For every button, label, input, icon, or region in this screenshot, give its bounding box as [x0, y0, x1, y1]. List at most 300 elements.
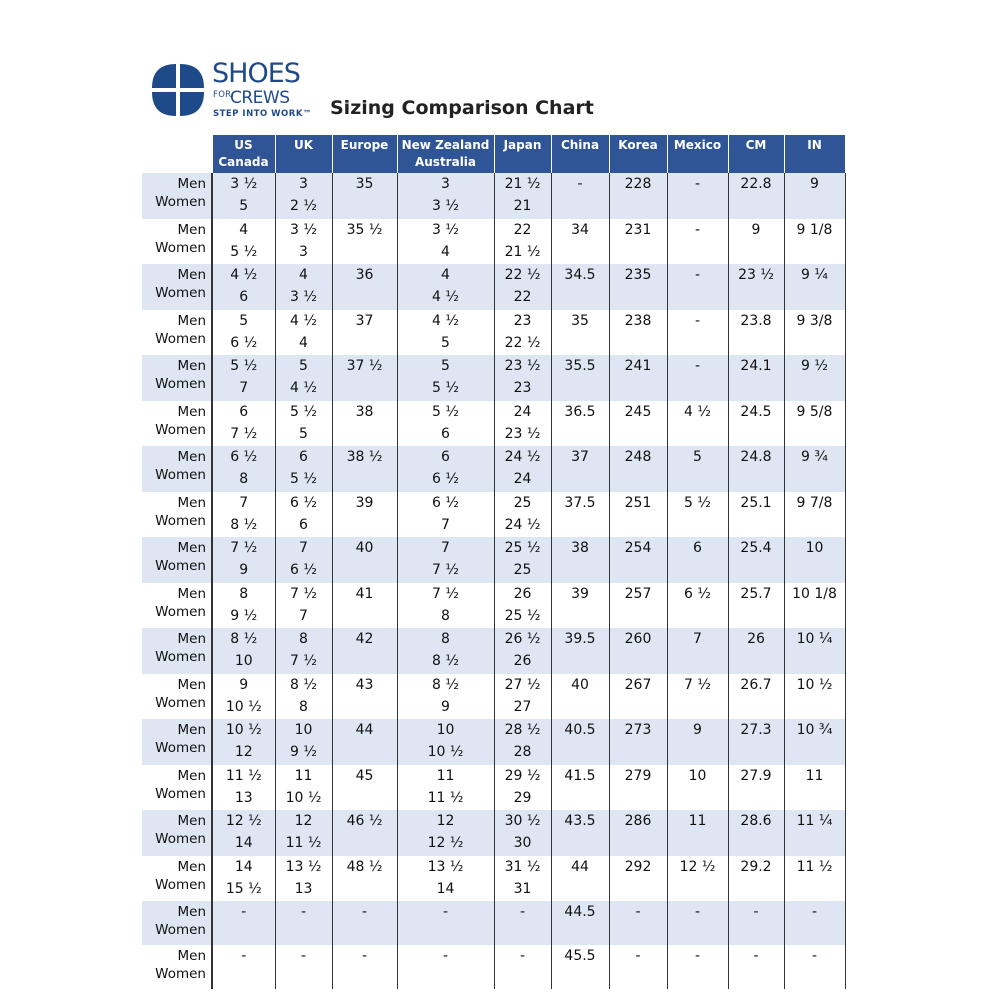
cell-women-value [729, 559, 784, 581]
table-cell [609, 310, 667, 356]
row-label-women: Women [155, 603, 206, 620]
cell-women-value [785, 605, 845, 627]
cell-women-value: 6 [441, 425, 450, 442]
cell-women-value [729, 878, 784, 900]
cell-women-value: 7 ½ [290, 653, 317, 669]
table-cell [397, 810, 494, 856]
cell-men-value: 35 [571, 312, 589, 329]
table-cell [728, 492, 784, 538]
cell-men-value: 3 [441, 176, 450, 192]
table-cell [728, 537, 784, 583]
table-cell [494, 446, 551, 492]
row-label-men: Men [177, 494, 206, 511]
cell-men-value: 40 [355, 540, 374, 556]
cell-men-value: - [753, 904, 759, 920]
cell-women-value [552, 423, 609, 445]
row-label-men: Men [177, 449, 206, 465]
table-cell [494, 310, 551, 356]
cell-men-value: 279 [624, 767, 652, 784]
cell-men-value: 6 [299, 449, 308, 465]
row-label-women: Women [155, 239, 206, 256]
table-cell [609, 674, 667, 720]
logo-word-shoes: SHOES [212, 58, 300, 89]
table-cell [494, 401, 551, 447]
cell-men-value: - [442, 948, 449, 964]
cell-men-value: - [577, 176, 583, 192]
cell-men-value: 9 ½ [801, 358, 828, 374]
cell-men-value: 11 ¼ [796, 813, 833, 829]
cell-men-value: 22 ½ [504, 267, 541, 283]
table-cell [212, 810, 275, 856]
cell-women-value: 7 ½ [230, 425, 258, 442]
cell-women-value [398, 967, 494, 989]
table-cell [494, 810, 551, 856]
cell-women-value [333, 332, 397, 354]
cell-men-value: 7 [299, 540, 308, 556]
table-cell [784, 628, 845, 674]
cell-men-value: 11 [436, 767, 455, 784]
table-cell [609, 810, 667, 856]
cell-men-value: 12 ½ [679, 858, 716, 875]
logo-word-crews: CREWS [230, 88, 290, 108]
cell-men-value: 10 1/8 [792, 585, 837, 602]
cell-women-value: 8 [239, 471, 249, 487]
cell-men-value: 9 3/8 [796, 312, 833, 329]
cell-men-value: 8 ½ [432, 676, 459, 693]
table-cell [667, 537, 728, 583]
cell-men-value: 11 ½ [796, 858, 833, 875]
cell-women-value [785, 241, 845, 263]
table-cell [784, 219, 845, 265]
row-label-men: Men [177, 813, 206, 829]
cell-men-value: 267 [624, 676, 652, 693]
table-cell [784, 810, 845, 856]
row-label-men: Men [177, 267, 206, 283]
cell-women-value [785, 741, 845, 763]
cell-men-value: 21 ½ [504, 176, 541, 192]
table-cell [332, 264, 397, 310]
table-cell [397, 310, 494, 356]
cell-women-value: 5 [299, 425, 308, 442]
cell-women-value: 14 [436, 880, 455, 897]
cell-women-value: 4 [299, 334, 308, 351]
cell-women-value [785, 423, 845, 445]
row-label-women: Women [155, 285, 206, 301]
table-cell [397, 945, 494, 989]
table-cell [275, 810, 332, 856]
cell-women-value [333, 514, 397, 536]
cell-men-value: 37 [355, 312, 374, 329]
cell-women-value [552, 514, 609, 536]
cell-men-value: 6 ½ [432, 494, 459, 511]
table-body [142, 173, 845, 989]
table-row [142, 945, 845, 989]
row-label-men: Men [177, 904, 206, 920]
column-header-line1: Mexico [673, 138, 722, 152]
table-cell [609, 901, 667, 945]
table-row [142, 219, 845, 265]
table-cell [332, 537, 397, 583]
table-cell [551, 537, 609, 583]
cell-women-value [668, 468, 728, 490]
row-label [142, 628, 212, 674]
cell-women-value: 8 [441, 607, 450, 624]
cell-men-value: - [694, 904, 701, 920]
cell-men-value: 286 [624, 813, 652, 829]
cell-men-value: 6 [239, 403, 249, 420]
column-header-line1: CM [745, 138, 767, 152]
table-cell [784, 537, 845, 583]
cell-men-value: 26.7 [740, 676, 772, 693]
table-cell [397, 219, 494, 265]
cell-men-value: 10 [805, 540, 824, 556]
table-cell [728, 945, 784, 989]
cell-men-value: - [811, 948, 818, 964]
row-label-women: Women [155, 194, 206, 210]
row-label [142, 810, 212, 856]
cell-women-value: 6 [239, 289, 249, 305]
table-cell [212, 219, 275, 265]
cell-men-value: - [694, 358, 701, 374]
cell-men-value: - [241, 948, 247, 964]
cell-men-value: 4 [441, 267, 450, 283]
table-cell [551, 628, 609, 674]
cell-women-value: 26 [513, 653, 532, 669]
cell-men-value: 40 [571, 676, 589, 693]
cell-men-value: 251 [624, 494, 652, 511]
cell-men-value: 13 ½ [285, 858, 322, 875]
cell-women-value [729, 650, 784, 672]
cell-men-value: 7 ½ [684, 676, 711, 693]
cell-men-value: 7 ½ [290, 585, 317, 602]
cell-men-value: 34.5 [564, 267, 596, 283]
cell-women-value [333, 967, 397, 989]
cell-men-value: 7 ½ [230, 540, 258, 556]
cell-women-value [668, 195, 728, 217]
cell-women-value [552, 741, 609, 763]
row-label-women: Women [155, 966, 206, 982]
row-label [142, 537, 212, 583]
cell-men-value: 4 [299, 267, 308, 283]
cell-women-value: 7 [299, 607, 308, 624]
table-cell [784, 355, 845, 401]
cell-women-value: 8 ½ [230, 516, 258, 533]
cell-women-value [729, 923, 784, 945]
logo-quad-icon [150, 62, 206, 118]
table-cell [332, 856, 397, 902]
cell-women-value: 8 ½ [432, 653, 459, 669]
cell-women-value [668, 650, 728, 672]
column-header-line1: US [234, 138, 253, 152]
cell-women-value [333, 468, 397, 490]
table-cell [494, 583, 551, 629]
table-cell [551, 219, 609, 265]
row-label-men: Men [177, 676, 206, 693]
cell-men-value: 24.5 [740, 403, 772, 420]
cell-women-value: 3 ½ [290, 289, 317, 305]
cell-women-value [398, 923, 494, 945]
column-header-line1: Korea [618, 138, 658, 152]
cell-women-value [785, 195, 845, 217]
table-cell [397, 628, 494, 674]
cell-women-value [333, 650, 397, 672]
table-cell [212, 446, 275, 492]
cell-men-value: 8 [299, 631, 308, 647]
cell-women-value [552, 832, 609, 854]
cell-women-value: 21 [513, 198, 532, 214]
table-cell [667, 856, 728, 902]
table-cell [784, 264, 845, 310]
table-cell [332, 628, 397, 674]
cell-men-value: 46 ½ [346, 813, 383, 829]
cell-men-value: 29 ½ [504, 767, 541, 784]
logo-word-for: FOR [213, 90, 232, 100]
cell-men-value: 24.8 [740, 449, 772, 465]
table-cell [332, 810, 397, 856]
cell-women-value [552, 787, 609, 809]
cell-women-value [668, 923, 728, 945]
cell-women-value: 23 [513, 380, 532, 396]
header-row [142, 135, 845, 173]
table-row [142, 583, 845, 629]
table-cell [275, 945, 332, 989]
cell-men-value: 7 [441, 540, 450, 556]
table-cell [551, 719, 609, 765]
cell-women-value [668, 832, 728, 854]
table-cell [494, 355, 551, 401]
cell-women-value [333, 878, 397, 900]
table-row [142, 674, 845, 720]
cell-women-value: 27 [513, 698, 532, 715]
table-cell [551, 355, 609, 401]
cell-women-value: 7 [441, 516, 450, 533]
cell-women-value [668, 377, 728, 399]
cell-women-value [729, 514, 784, 536]
table-cell [728, 719, 784, 765]
cell-men-value: 44 [355, 722, 374, 738]
cell-women-value: 30 [513, 835, 532, 851]
cell-men-value: - [300, 948, 307, 964]
cell-women-value [333, 377, 397, 399]
row-label [142, 945, 212, 989]
cell-men-value: 7 [693, 631, 702, 647]
table-cell [784, 856, 845, 902]
table-cell [728, 901, 784, 945]
table-cell [494, 856, 551, 902]
cell-men-value: 26 [747, 631, 765, 647]
cell-women-value: 9 ½ [290, 744, 317, 760]
cell-women-value [552, 195, 609, 217]
column-header [784, 135, 845, 173]
table-cell [728, 765, 784, 811]
cell-men-value: 25.1 [740, 494, 772, 511]
column-header [609, 135, 667, 173]
table-cell [275, 446, 332, 492]
table-cell [667, 173, 728, 219]
cell-men-value: 38 [355, 403, 374, 420]
cell-men-value: 6 ½ [290, 494, 317, 511]
cell-women-value [333, 787, 397, 809]
cell-women-value [668, 741, 728, 763]
table-cell [728, 401, 784, 447]
cell-men-value: 10 [688, 767, 707, 784]
table-cell [212, 264, 275, 310]
table-cell [784, 765, 845, 811]
cell-men-value: 4 [239, 221, 249, 238]
table-row [142, 719, 845, 765]
cell-women-value [729, 832, 784, 854]
cell-women-value [785, 696, 845, 718]
table-cell [332, 401, 397, 447]
cell-men-value: 245 [624, 403, 652, 420]
row-label-men: Men [177, 585, 206, 602]
cell-men-value: 35.5 [564, 358, 596, 374]
table-row [142, 901, 845, 945]
cell-women-value [552, 468, 609, 490]
cell-men-value: 7 [239, 494, 249, 511]
table-cell [397, 173, 494, 219]
cell-men-value: 3 ½ [290, 221, 317, 238]
cell-women-value: 7 ½ [432, 562, 459, 578]
table-cell [667, 674, 728, 720]
table-cell [784, 492, 845, 538]
column-header [397, 135, 494, 173]
cell-women-value [610, 514, 667, 536]
table-cell [397, 674, 494, 720]
cell-women-value [729, 605, 784, 627]
cell-men-value: 10 ¾ [796, 722, 833, 738]
cell-men-value: 9 [810, 176, 819, 192]
cell-men-value: - [519, 948, 526, 964]
cell-women-value [668, 241, 728, 263]
cell-men-value: 45 [355, 767, 374, 784]
cell-women-value [785, 286, 845, 308]
cell-men-value: 8 [239, 585, 249, 602]
table-cell [551, 583, 609, 629]
cell-women-value [333, 286, 397, 308]
cell-women-value: 5 ½ [432, 380, 459, 396]
table-cell [728, 856, 784, 902]
table-cell [275, 856, 332, 902]
row-label-men: Men [177, 767, 206, 784]
table-cell [551, 674, 609, 720]
cell-men-value: 24 [513, 403, 532, 420]
cell-men-value: 5 ½ [230, 358, 258, 374]
cell-women-value: 4 [441, 243, 450, 260]
cell-men-value: 35 ½ [346, 221, 383, 238]
table-cell [784, 583, 845, 629]
cell-men-value: 45.5 [564, 948, 596, 964]
table-cell [275, 765, 332, 811]
cell-women-value [668, 967, 728, 989]
row-label [142, 492, 212, 538]
table-cell [609, 583, 667, 629]
cell-women-value: 5 [441, 334, 450, 351]
cell-men-value: 228 [624, 176, 652, 192]
row-label-women: Women [155, 558, 206, 574]
cell-women-value [276, 967, 332, 989]
cell-women-value [552, 696, 609, 718]
cell-men-value: 14 [234, 858, 253, 875]
cell-men-value: 29.2 [740, 858, 772, 875]
cell-men-value: 241 [624, 358, 652, 374]
row-label-women: Women [155, 649, 206, 665]
cell-women-value [785, 787, 845, 809]
table-cell [728, 628, 784, 674]
table-cell [551, 446, 609, 492]
cell-men-value: 9 ¾ [801, 449, 828, 465]
cell-men-value: 9 [693, 722, 702, 738]
table-cell [494, 674, 551, 720]
cell-men-value: 36 [355, 267, 374, 283]
cell-men-value: 10 [294, 722, 313, 738]
cell-men-value: 257 [624, 585, 652, 602]
cell-women-value: 6 ½ [290, 562, 317, 578]
column-header [332, 135, 397, 173]
table-cell [332, 173, 397, 219]
table-cell [397, 856, 494, 902]
cell-men-value: 3 ½ [432, 221, 459, 238]
cell-women-value: 10 ½ [427, 744, 464, 760]
cell-men-value: 12 ½ [225, 813, 262, 829]
column-header-line1: Europe [340, 138, 389, 152]
table-row [142, 401, 845, 447]
cell-men-value: - [635, 904, 641, 920]
cell-women-value [610, 468, 667, 490]
cell-men-value: 6 [441, 449, 450, 465]
cell-men-value: 11 [805, 767, 824, 784]
cell-men-value: 11 ½ [225, 767, 262, 784]
table-cell [784, 945, 845, 989]
table-cell [728, 446, 784, 492]
table-cell [212, 583, 275, 629]
cell-women-value [333, 832, 397, 854]
table-cell [332, 765, 397, 811]
cell-women-value [729, 195, 784, 217]
cell-men-value: 43 [355, 676, 374, 693]
table-cell [275, 492, 332, 538]
shoes-for-crews-logo [150, 60, 330, 124]
table-cell [212, 674, 275, 720]
cell-men-value: 23 [513, 312, 532, 329]
row-label-women: Women [155, 330, 206, 347]
cell-women-value: 24 [513, 471, 532, 487]
table-cell [667, 492, 728, 538]
table-cell [667, 583, 728, 629]
cell-women-value [552, 967, 609, 989]
cell-men-value: - [519, 904, 526, 920]
table-row [142, 310, 845, 356]
logo-tagline: STEP INTO WORK™ [213, 109, 312, 119]
row-label [142, 719, 212, 765]
table-cell [275, 537, 332, 583]
cell-women-value [213, 923, 275, 945]
table-cell [275, 901, 332, 945]
table-cell [728, 810, 784, 856]
cell-women-value: 11 ½ [285, 835, 322, 851]
row-label-women: Women [155, 376, 206, 392]
cell-men-value: 44 [571, 858, 589, 875]
cell-women-value [610, 241, 667, 263]
column-header-line1: Japan [503, 138, 542, 152]
row-label-women: Women [155, 876, 206, 893]
cell-women-value: 2 ½ [290, 198, 317, 214]
cell-women-value [333, 923, 397, 945]
table-cell [667, 719, 728, 765]
table-cell [397, 719, 494, 765]
cell-men-value: 248 [624, 449, 652, 465]
cell-men-value: 8 ½ [290, 676, 317, 693]
